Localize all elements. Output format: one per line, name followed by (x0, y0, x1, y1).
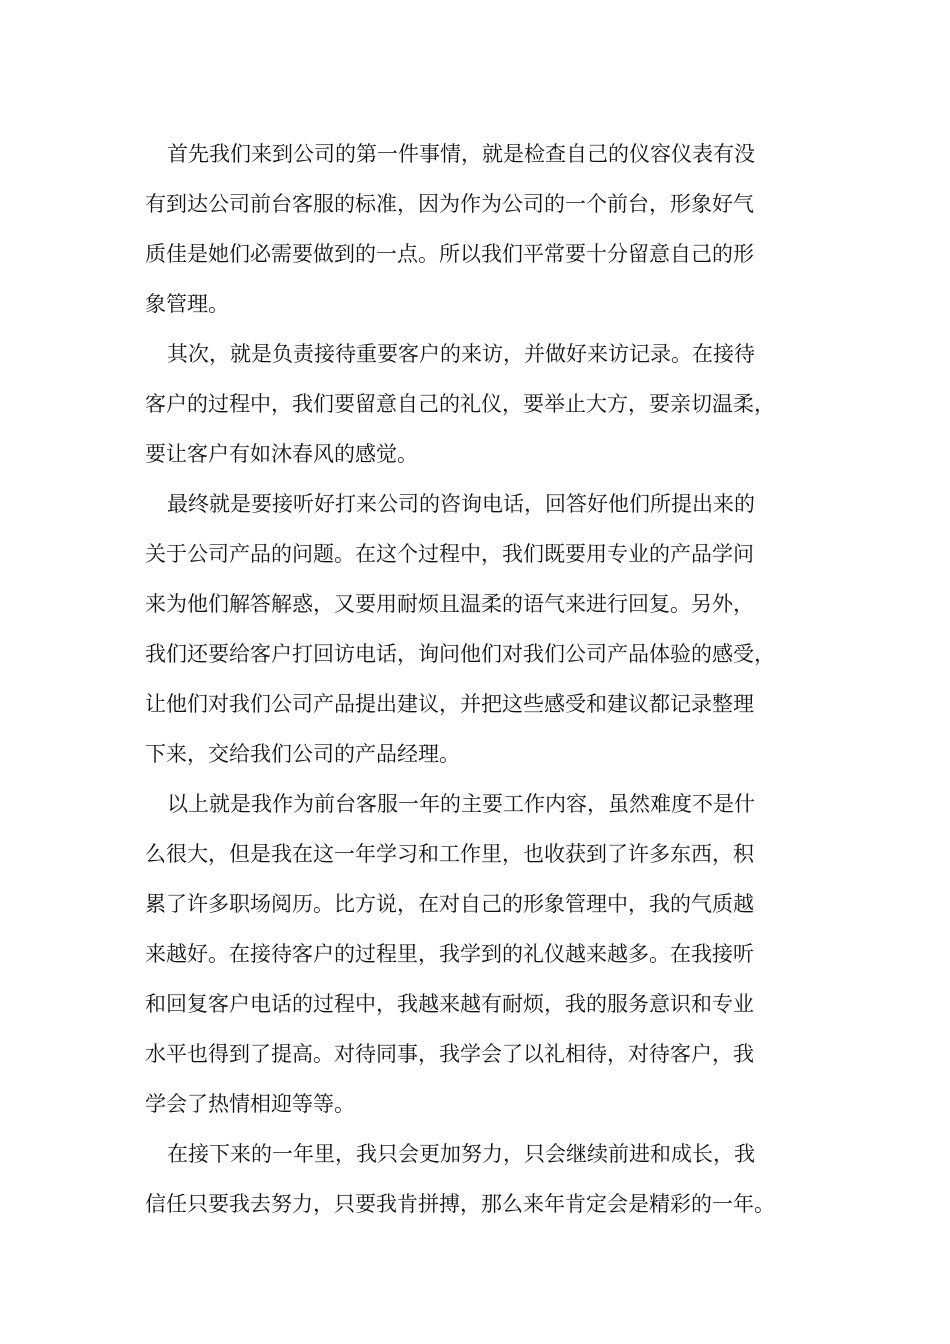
text-line: 让他们对我们公司产品提出建议，并把这些感受和建议都记录整理 (145, 692, 754, 716)
text-line: 质佳是她们必需要做到的一点。所以我们平常要十分留意自己的形 (145, 242, 754, 266)
document-body (145, 129, 825, 1229)
paragraph-4 (145, 779, 825, 1129)
text-line: 学会了热情相迎等等。 (145, 1092, 355, 1116)
text-line: 来为他们解答解惑，又要用耐烦且温柔的语气来进行回复。另外， (145, 592, 754, 616)
paragraph-3 (145, 479, 825, 779)
paragraph-1 (145, 129, 825, 329)
text-line: 其次，就是负责接待重要客户的来访，并做好来访记录。在接待 (167, 342, 755, 366)
text-line: 下来，交给我们公司的产品经理。 (145, 742, 460, 766)
text-line: 信任只要我去努力，只要我肯拼搏，那么来年肯定会是精彩的一年。 (145, 1192, 775, 1216)
text-line: 水平也得到了提高。对待同事，我学会了以礼相待，对待客户，我 (145, 1042, 754, 1066)
text-line: 最终就是要接听好打来公司的咨询电话，回答好他们所提出来的 (167, 492, 755, 516)
text-line: 在接下来的一年里，我只会更加努力，只会继续前进和成长，我 (167, 1142, 755, 1166)
text-line: 客户的过程中，我们要留意自己的礼仪，要举止大方，要亲切温柔， (145, 392, 775, 416)
text-line: 我们还要给客户打回访电话，询问他们对我们公司产品体验的感受， (145, 642, 775, 666)
text-line: 首先我们来到公司的第一件事情，就是检查自己的仪容仪表有没 (167, 142, 755, 166)
text-line: 象管理。 (145, 292, 229, 316)
paragraph-2 (145, 329, 825, 479)
text-line: 和回复客户电话的过程中，我越来越有耐烦，我的服务意识和专业 (145, 992, 754, 1016)
text-line: 以上就是我作为前台客服一年的主要工作内容，虽然难度不是什 (167, 792, 755, 816)
text-line: 要让客户有如沐春风的感觉。 (145, 442, 418, 466)
text-line: 有到达公司前台客服的标准，因为作为公司的一个前台，形象好气 (145, 192, 754, 216)
text-line: 么很大，但是我在这一年学习和工作里，也收获到了许多东西，积 (145, 842, 754, 866)
text-line: 来越好。在接待客户的过程里，我学到的礼仪越来越多。在我接听 (145, 942, 754, 966)
text-line: 关于公司产品的问题。在这个过程中，我们既要用专业的产品学问 (145, 542, 754, 566)
text-line: 累了许多职场阅历。比方说，在对自己的形象管理中，我的气质越 (145, 892, 754, 916)
paragraph-5 (145, 1129, 825, 1229)
